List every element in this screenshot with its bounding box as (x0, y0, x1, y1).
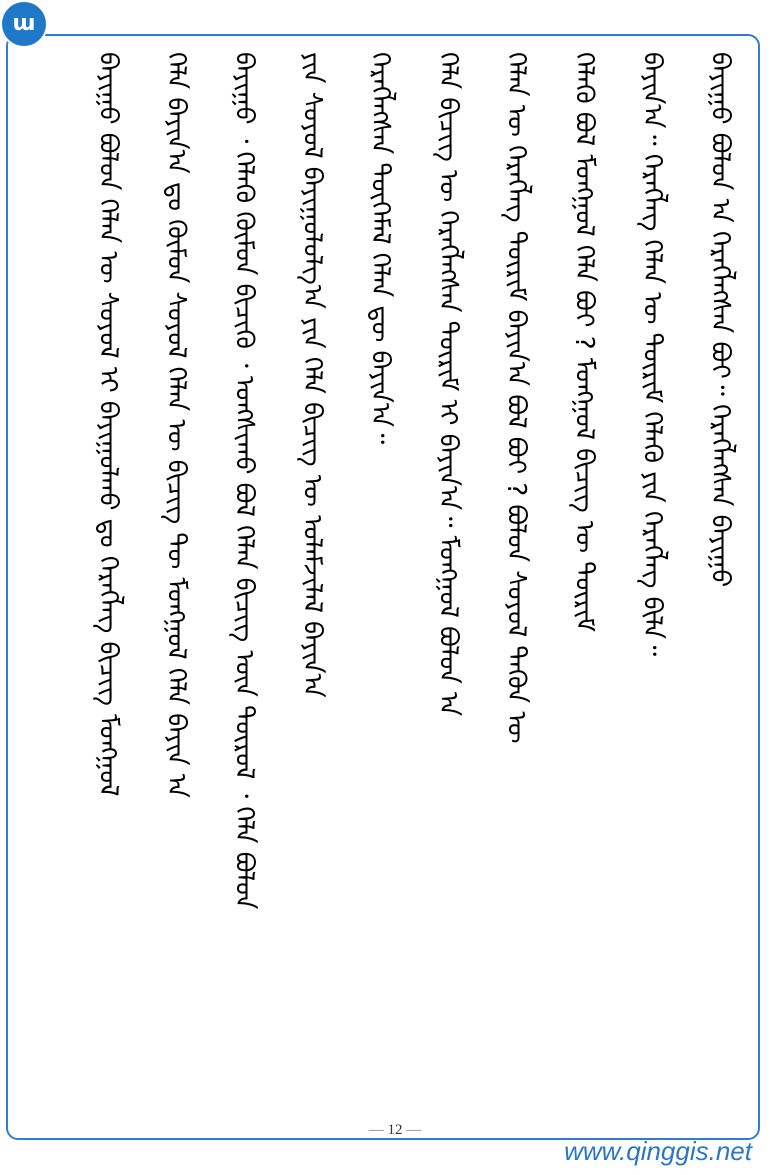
text-column (152, 52, 200, 1092)
site-watermark[interactable]: www.qinggis.net (564, 1136, 752, 1166)
text-column (696, 52, 744, 1092)
text-line: ᠬᠡᠯᠡ ᠪᠠᠶᠢᠨ᠎ᠠ ᠳᠤ ᠬᠦᠮᠦᠨ ᠰᠣᠶᠣᠯ ᠬᠡᠯᠡᠨ ᠦ ᠪᠢᠴᠢᠭ ᠲᠦ ᠮᠣᠩᠭᠣᠯ ᠬᠡᠯᠡ ᠪᠠᠶᠢᠨ ᠠ (161, 52, 191, 798)
page-number-value: 12 (387, 1122, 403, 1138)
page-number (355, 1122, 435, 1142)
text-line: ᠪᠠᠶᠢᠭᠤ ᠪᠣᠯᠤᠨ ᠠ ᠬᠡᠷᠡᠭᠯᠡᠭᠰᠡᠨ ᠪᠣᠢ᠃ ᠬᠡᠷᠡᠭᠯᠡᠭᠰᠡᠨ ᠪᠠᠶᠢᠭᠤ (705, 52, 735, 588)
text-column (220, 52, 268, 1092)
site-logo[interactable] (2, 2, 46, 46)
page-number-dash-right: — (402, 1122, 422, 1138)
logo-icon: ɯ (12, 11, 36, 36)
page-number-dash-left: — (368, 1122, 388, 1138)
text-line: ᠬᠡᠯᠡᠨ ᠦ ᠬᠡᠷᠡᠭᠯᠡᠭ ᠳᠦᠷᠢᠮ ᠪᠠᠶᠢᠨ᠎ᠠ ᠪᠣᠯ ᠪᠣᠢ ? ᠪᠣᠯᠤᠨ ᠰᠣᠶᠣᠯ ᠲᠡᠭᠦᠨ ᠦ (501, 52, 531, 744)
text-line: ᠬᠡᠷᠡᠭᠯᠡᠭᠰᠡᠨ ᠲᠦᠭᠡᠮᠡᠯ ᠬᠡᠯᠡᠨ ᠳᠦ ᠪᠠᠶᠢᠨ᠎ᠠ᠃ (365, 52, 395, 445)
text-line: ᠶᠢᠨ ᠰᠣᠶᠣᠯ ᠪᠠᠶᠢᠭᠤᠯᠤᠯᠭ᠎ᠠ ᠶᠢᠨ ᠬᠡᠯᠡ ᠪᠢᠴᠢᠭ ᠦ ᠤᠯᠠᠮᠵᠢᠯᠠᠯ ᠪᠠᠶᠢᠨ᠎ᠠ (297, 52, 327, 698)
text-column (560, 52, 608, 1092)
text-line: ᠬᠡᠯᠡᠬᠦ ᠪᠣᠯ ᠮᠣᠩᠭᠣᠯ ᠬᠡᠯᠡ ᠪᠣᠢ ? ᠮᠣᠩᠭᠣᠯ ᠪᠢᠴᠢᠭ ᠦ ᠳᠦᠷᠢᠮ (569, 52, 599, 632)
text-column (424, 52, 472, 1092)
text-line: ᠬᠡᠯᠡ ᠪᠢᠴᠢᠭ ᠦ ᠬᠡᠷᠡᠭᠯᠡᠭᠰᠡᠨ ᠳᠦᠷᠢᠮ ᠢ ᠪᠠᠶᠢᠨ᠎ᠠ᠃ ᠮᠣᠩᠭᠣᠯ ᠪᠣᠯᠤᠨ ᠠ (433, 52, 463, 717)
text-column (492, 52, 540, 1092)
vertical-text-body (64, 52, 744, 1092)
text-column (628, 52, 676, 1092)
text-column (356, 52, 404, 1092)
text-line: ᠪᠠᠶᠢᠭᠤ ᠂ ᠬᠡᠯᠡᠬᠦ ᠬᠦᠮᠦᠨ ᠪᠢᠴᠢᠬᠦ ᠂ ᠤᠩᠰᠢᠬᠤ ᠪᠣᠯ ᠬᠡᠯᠡᠨ ᠪᠢᠴᠢᠭ ᠦᠨ ᠲᠦᠷᠦᠯ ᠂ ᠬᠡᠯᠡ ᠪᠣᠯᠤᠨ (229, 52, 259, 910)
text-column (84, 52, 132, 1092)
text-line: ᠪᠠᠶᠢᠨ᠎ᠠ᠃ ᠬᠡᠷᠡᠭᠯᠡᠭ ᠬᠡᠯᠡᠨ ᠦ ᠳᠦᠷᠢᠮ ᠬᠡᠯᠡᠬᠦ ᠶᠢᠨ ᠬᠡᠷᠡᠭᠯᠡᠭ ᠪᠢᠯᠡ᠃ (637, 52, 667, 657)
text-line: ᠪᠠᠶᠢᠭᠤ ᠪᠣᠯᠤᠨ ᠬᠡᠯᠡᠨ ᠦ ᠰᠣᠶᠣᠯ ᠢ ᠪᠠᠶᠢᠭᠤᠯᠬᠤ ᠳᠤ ᠬᠡᠷᠡᠭᠯᠡᠭ ᠪᠢᠴᠢᠭ ᠮᠣᠩᠭᠣᠯ (93, 52, 123, 797)
text-column (288, 52, 336, 1092)
